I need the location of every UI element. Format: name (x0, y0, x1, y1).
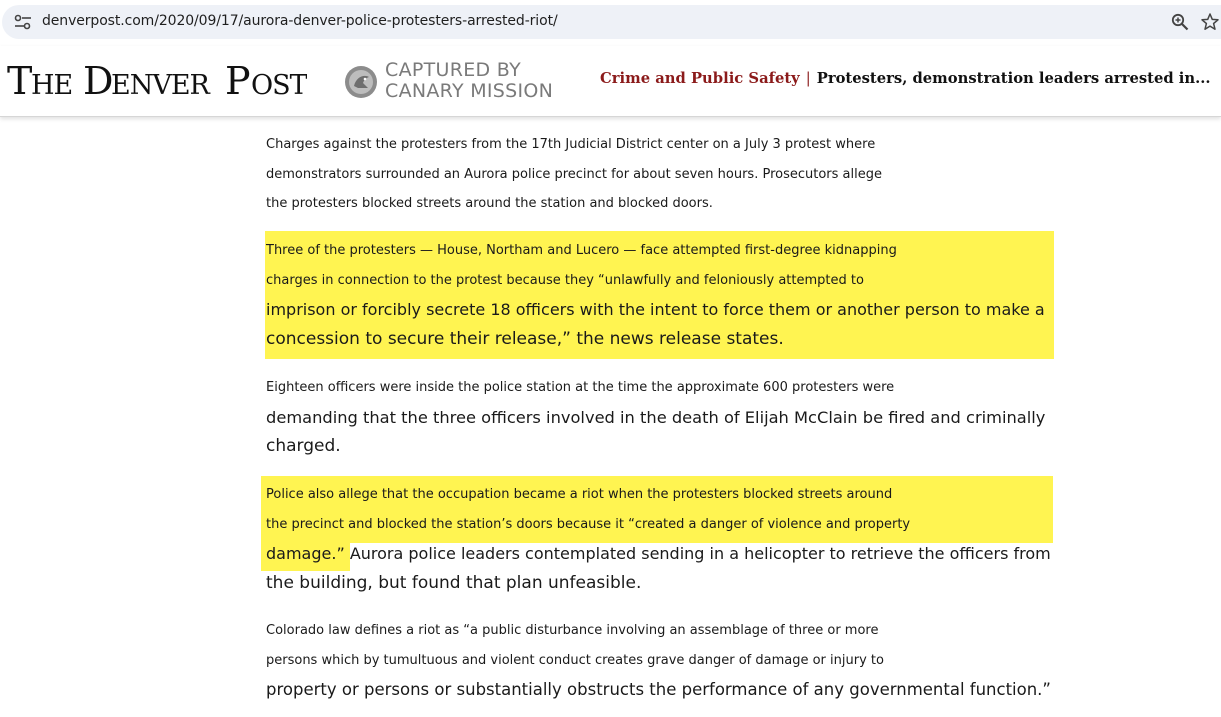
paragraph-line: demanding that the three officers involved in the death of Elijah McClain be fired and criminally (266, 407, 1046, 427)
article-title-header: Protesters, demonstration leaders arrested in... (816, 70, 1211, 87)
paragraph-line: Eighteen officers were inside the police station at the time the approximate 600 protesters were (266, 380, 895, 395)
svg-text:D: D (83, 60, 112, 102)
paragraph-2-highlighted (262, 236, 1045, 354)
paragraph-line: damage.” Aurora police leaders contemplated sending in a helicopter to retrieve the officers from (266, 544, 1051, 563)
tune-icon[interactable] (14, 14, 32, 30)
svg-text:ENVER: ENVER (111, 70, 209, 101)
paragraph-line: Charges against the protesters from the 17th Judicial District center on a July 3 protest where (266, 137, 876, 152)
breadcrumb-separator: | (805, 70, 811, 87)
svg-text:HE: HE (31, 70, 73, 101)
paragraph-line: Colorado law defines a riot as “a public disturbance involving an assemblage of three or more (266, 623, 879, 638)
paragraph-5 (262, 616, 1051, 705)
article-body (262, 130, 1062, 699)
site-header (0, 46, 1221, 117)
paragraph-4-partial-highlight (262, 480, 1051, 598)
badge-line-2: CANARY MISSION (385, 80, 554, 102)
star-icon[interactable] (1200, 12, 1220, 32)
paragraph-line: charges in connection to the protest because they “unlawfully and feloniously attempted to (266, 272, 864, 288)
badge-line-1: CAPTURED BY (385, 59, 522, 81)
paragraph-line: the precinct and blocked the station’s doors because it “created a danger of violence and property (266, 516, 911, 532)
url-text[interactable]: denverpost.com/2020/09/17/aurora-denver-police-protesters-arrested-riot/ (42, 13, 558, 29)
paragraph-line: imprison or forcibly secrete 18 officers with the intent to force them or another person to make a (266, 300, 1045, 319)
svg-text:T: T (7, 60, 31, 102)
zoom-icon[interactable] (1171, 13, 1189, 31)
paragraph-1 (262, 130, 1062, 219)
paragraph-line: the protesters blocked streets around the station and blocked doors. (266, 196, 713, 211)
section-link[interactable]: Crime and Public Safety (600, 70, 800, 87)
svg-text:OST: OST (251, 70, 307, 101)
paragraph-line: charged. (266, 436, 341, 456)
paragraph-line: concession to secure their release,” the news release states. (266, 328, 784, 349)
logo-wordmark (7, 60, 307, 102)
paragraph-line: property or persons or substantially obstructs the performance of any governmental function.” (266, 680, 1051, 699)
canary-mission-badge (344, 59, 564, 103)
svg-text:P: P (225, 60, 250, 102)
paragraph-line: demonstrators surrounded an Aurora police precinct for about seven hours. Prosecutors allege (266, 166, 882, 182)
denver-post-logo[interactable] (7, 60, 307, 102)
breadcrumb (600, 70, 1211, 87)
paragraph-line: Police also allege that the occupation became a riot when the protesters blocked streets around (266, 487, 893, 502)
canary-badge-icon (344, 65, 378, 99)
browser-toolbar (0, 0, 1221, 46)
paragraph-line: the building, but found that plan unfeasible. (266, 572, 642, 593)
paragraph-3 (262, 373, 1045, 462)
paragraph-line: Three of the protesters — House, Northam and Lucero — face attempted first-degree kidnapping (266, 243, 897, 258)
address-bar[interactable] (2, 5, 1221, 39)
paragraph-line: persons which by tumultuous and violent conduct creates grave danger of damage or injury to (266, 652, 884, 668)
